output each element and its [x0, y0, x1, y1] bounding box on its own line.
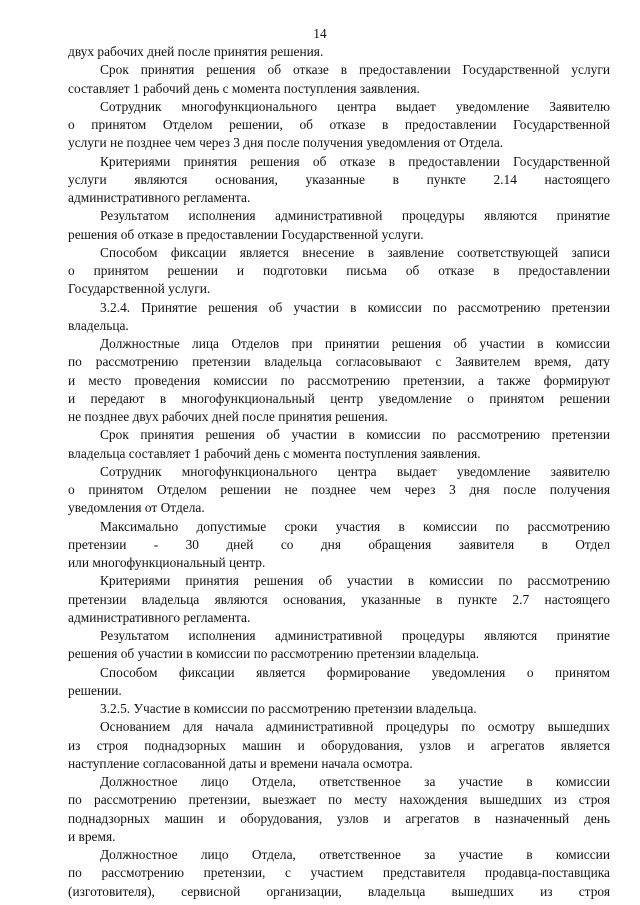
text-line: по рассмотрению претензии, выезжает по месту нахождения вышедших из строя	[68, 792, 610, 808]
text-line: наступление согласованной даты и времени начала осмотра.	[68, 755, 413, 771]
text-line: по рассмотрению претензии владельца согласовывают с Заявителем время, дату	[68, 354, 610, 370]
text-line: претензии - 30 дней со дня обращения заявителя в Отдел	[68, 536, 610, 552]
text-line: по рассмотрению претензии, с участием представителя продавца-поставщика	[68, 865, 610, 881]
text-line: поднадзорных машин и оборудования, узлов и агрегатов в назначенный день	[68, 810, 610, 826]
text-line: и место проведения комиссии по рассмотрению претензии, а также формируют	[68, 372, 610, 388]
text-line: составляет 1 рабочий день с момента поступления заявления.	[68, 80, 420, 96]
text-line: Способом фиксации является внесение в заявление соответствующей записи	[100, 244, 610, 260]
text-line: владельца.	[68, 317, 129, 333]
text-line: Сотрудник многофункционального центра выдает уведомление Заявителю	[100, 98, 610, 114]
text-line: Способом фиксации является формирование уведомления о принятом	[100, 664, 610, 680]
text-line: Должностное лицо Отдела, ответственное за участие в комиссии	[100, 774, 610, 789]
text-line: Максимально допустимые сроки участия в комиссии по рассмотрению	[100, 518, 610, 534]
text-line: решения об участии в комиссии по рассмотрению претензии владельца.	[68, 646, 480, 662]
text-line: владельца составляет 1 рабочий день с момента поступления заявления.	[68, 445, 481, 461]
text-line: решении.	[68, 682, 122, 698]
text-line: Государственной услуги.	[68, 281, 211, 297]
text-line: услуги являются основания, указанные в пункте 2.14 настоящего	[68, 171, 610, 187]
text-line: решения об отказе в предоставлении Государственной услуги.	[68, 226, 424, 242]
page-number: 14	[313, 26, 327, 41]
text-line: Срок принятия решения об участии в комиссии по рассмотрению претензии	[100, 427, 610, 443]
text-line: Критериями принятия решения об участии в комиссии по рассмотрению	[100, 573, 610, 589]
text-line: из строя поднадзорных машин и оборудования, узлов и агрегатов является	[68, 737, 610, 753]
text-line: 3.2.4. Принятие решения об участии в комиссии по рассмотрению претензии	[100, 299, 610, 315]
text-line: административного регламента.	[68, 190, 251, 205]
text-line: 3.2.5. Участие в комиссии по рассмотрению претензии владельца.	[100, 701, 477, 716]
text-line: Основанием для начала административной процедуры по осмотру вышедших	[100, 719, 610, 735]
text-line: или многофункциональный центр.	[68, 555, 266, 570]
text-line: о принятом Отделом решении не позднее чем через 3 дня после получения	[68, 482, 610, 497]
text-line: двух рабочих дней после принятия решения.	[68, 44, 324, 59]
text-line: о принятом Отделом решении, об отказе в предоставлении Государственной	[68, 117, 610, 132]
text-line: (изготовителя), сервисной организации, владельца вышедших из строя	[68, 883, 610, 899]
text-line: не позднее двух рабочих дней после принятия решения.	[68, 409, 388, 424]
text-line: Результатом исполнения административной процедуры являются принятие	[100, 208, 610, 224]
text-line: и передают в многофункциональный центр уведомление о принятом решении	[68, 390, 610, 406]
text-line: Результатом исполнения административной процедуры являются принятие	[100, 628, 610, 643]
text-line: о принятом решении и подготовки письма об отказе в предоставлении	[68, 263, 610, 278]
text-line: Сотрудник многофункционального центра выдает уведомление заявителю	[100, 463, 610, 479]
text-line: Должностное лицо Отдела, ответственное за участие в комиссии	[100, 847, 610, 862]
text-line: услуги не позднее чем через 3 дня после получения уведомления от Отдела.	[68, 135, 504, 151]
text-line: Срок принятия решения об отказе в предоставлении Государственной услуги	[100, 62, 610, 78]
text-line: Критериями принятия решения об отказе в предоставлении Государственной	[100, 153, 610, 169]
text-line: уведомления от Отдела.	[68, 500, 205, 516]
text-line: Должностные лица Отделов при принятии решения об участии в комиссии	[100, 336, 610, 351]
text-line: административного регламента.	[68, 609, 251, 625]
text-line: и время.	[68, 828, 116, 844]
text-line: претензии владельца являются основания, указанные в пункте 2.7 настоящего	[68, 591, 610, 607]
